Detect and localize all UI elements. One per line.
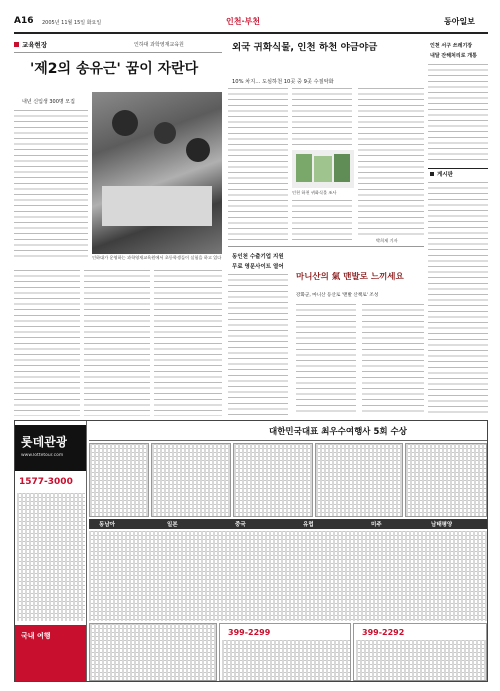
ad-section <box>14 420 488 682</box>
sub-headline: 내년 신입생 300명 모집 <box>22 99 75 105</box>
issue-date: 2005년 11월 15일 화요일 <box>42 20 102 26</box>
article-tag: 교육현장 <box>14 40 94 50</box>
center-article-top <box>228 40 424 244</box>
ad-listings <box>89 531 487 621</box>
masthead-rule <box>14 32 488 34</box>
body-text-2 <box>14 270 80 416</box>
left-ad <box>15 421 87 682</box>
phone-number: 1577-3000 <box>19 477 73 487</box>
ad-cell <box>405 443 487 517</box>
tab-southeast-asia: 동남아 <box>99 522 115 528</box>
small-headline: 동인천 수출기업 지원 <box>232 254 284 260</box>
body-text-3 <box>84 270 150 416</box>
ad-cell <box>353 623 487 681</box>
ad-cell <box>233 443 313 517</box>
tab-america: 미주 <box>371 522 382 528</box>
left-article <box>14 40 222 416</box>
ad-grid <box>89 443 487 517</box>
section-title: 인천·부천 <box>226 17 260 26</box>
body-text <box>362 304 424 416</box>
body-text <box>428 64 488 164</box>
ad-cell <box>89 623 217 681</box>
ad-cell <box>151 443 231 517</box>
small-sub: 무료 영문사이트 열어 <box>232 264 284 270</box>
photo-caption: 인하대가 운영하는 과학영재교육원에서 초등학생들이 실험을 하고 있다 <box>92 255 222 260</box>
right-column <box>428 40 488 416</box>
domestic-box: 국내 여행 <box>15 625 87 682</box>
ad-bottom-row <box>89 623 487 681</box>
body-text <box>292 200 352 244</box>
body-text <box>292 88 352 148</box>
books-caption: 인천 하천 귀화식물 조사 <box>292 190 337 195</box>
tab-china: 중국 <box>235 522 246 528</box>
headline: 외국 귀화식물, 인천 하천 야금야금 <box>232 42 378 53</box>
ad-banner: 대한민국대표 최우수여행사 5회 수상 <box>89 423 487 441</box>
sub-headline: 10% 차지… 도심하천 10곳 중 9곳 수질악화 <box>232 79 334 85</box>
reporter: 박희제 기자 <box>376 238 398 243</box>
square-icon <box>14 42 19 47</box>
phone-number: 399-2299 <box>228 628 271 637</box>
body-text <box>296 304 356 416</box>
masthead <box>14 12 488 32</box>
note-title: 인천 서구 쓰레기장 <box>430 43 473 49</box>
body-text <box>228 274 288 416</box>
tab-japan: 일본 <box>167 522 178 528</box>
region-tabs <box>89 519 487 529</box>
square-icon <box>430 172 434 176</box>
body-text <box>358 88 424 238</box>
phone-number: 399-2292 <box>362 628 405 637</box>
logo-block: 롯데관광 www.lottetour.com <box>15 425 87 471</box>
body-text <box>228 88 288 244</box>
books-photo <box>292 150 354 188</box>
article-byline: 인하대 과학영재교육원 <box>134 42 184 48</box>
ad-listings <box>17 493 85 621</box>
headline: '제2의 송유근' 꿈이 자란다 <box>30 61 199 77</box>
paper-name: 동아일보 <box>444 17 475 26</box>
ad-cell <box>315 443 403 517</box>
headline: 마니산의 氣 맨발로 느끼세요 <box>296 272 404 282</box>
ad-cell <box>219 623 351 681</box>
body-text-4 <box>154 270 222 416</box>
board-list <box>428 182 488 414</box>
board-header: 게시판 <box>428 168 488 178</box>
ad-cell <box>89 443 149 517</box>
note-sub: 내달 잔해처리로 개통 <box>430 53 477 59</box>
body-text-1 <box>14 110 88 260</box>
sub-headline: 강화군, 마니산 등산로 '맨발 산책로' 조성 <box>296 293 379 298</box>
tab-south-pacific: 남태평양 <box>431 522 453 528</box>
center-article-bottom <box>228 250 424 418</box>
classroom-photo <box>92 92 222 254</box>
page-number: A16 <box>14 16 34 26</box>
tab-europe: 유럽 <box>303 522 314 528</box>
